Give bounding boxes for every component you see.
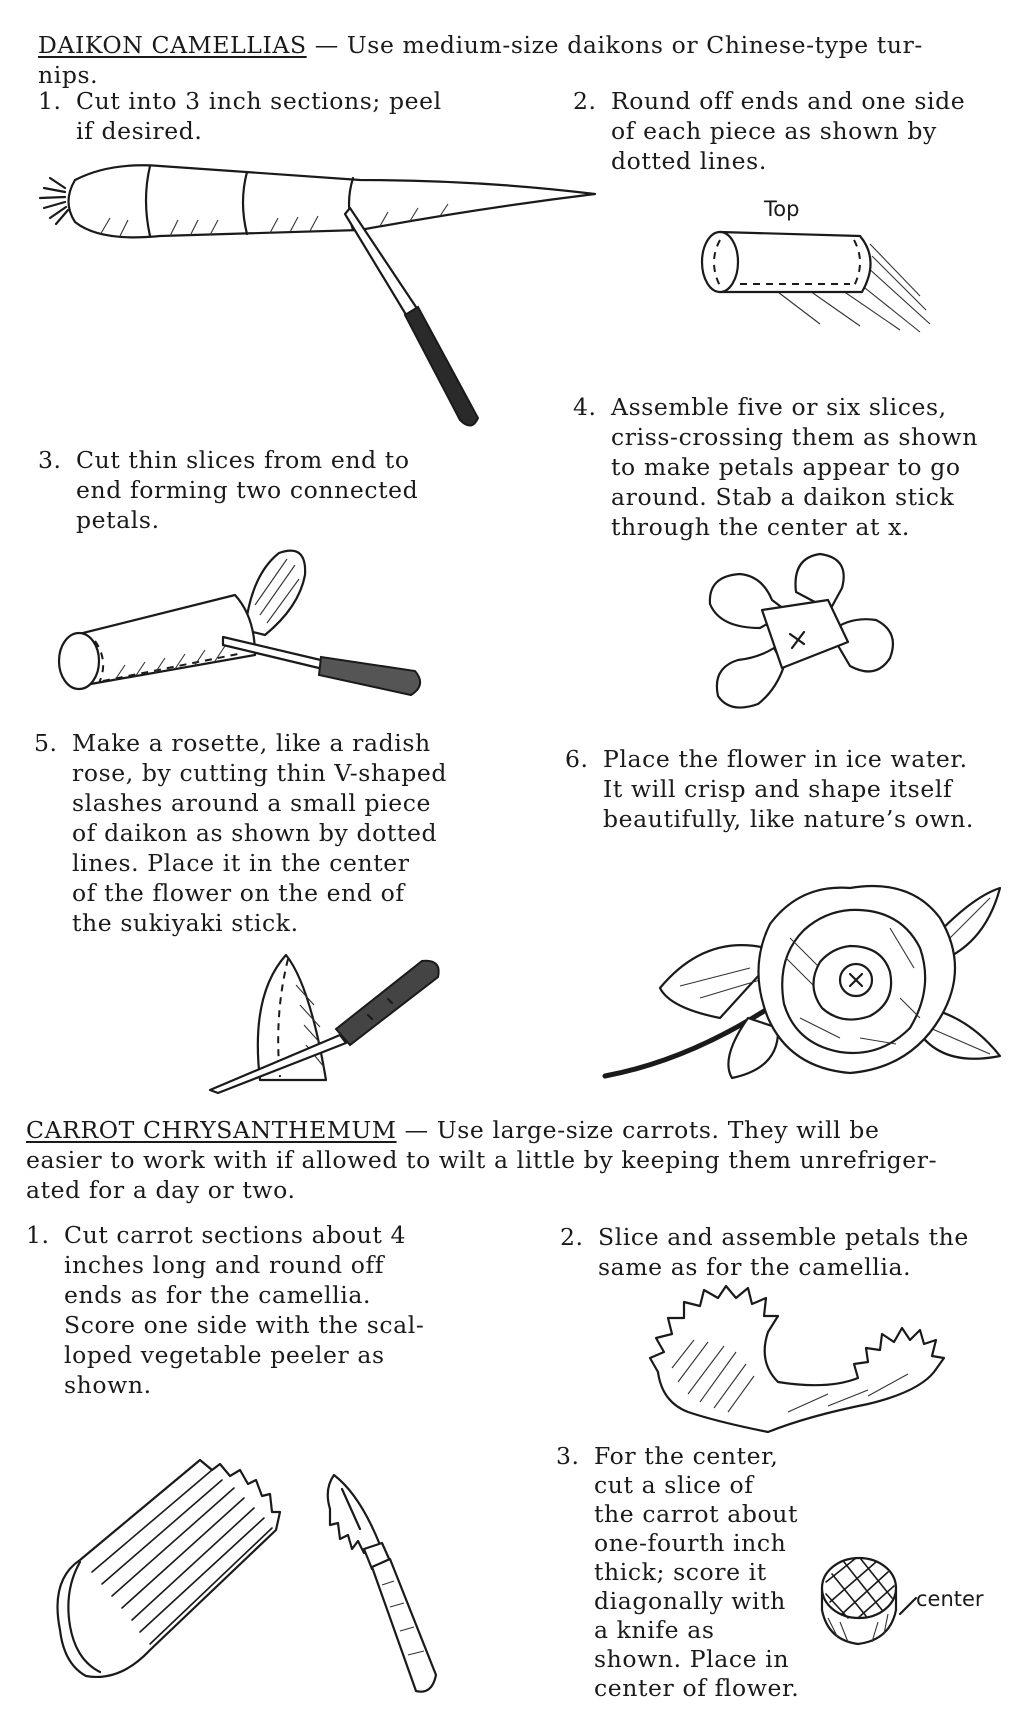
carrot-center-illustration: [818, 1548, 1008, 1658]
assembled-petals-illustration: [700, 548, 910, 718]
carrot-step-2: 2. Slice and assemble petals the same as for the camellia.: [560, 1223, 969, 1281]
center-label: center: [916, 1587, 984, 1611]
camellia-flower-illustration: [600, 868, 1010, 1083]
scored-carrot-illustration: [40, 1450, 300, 1700]
daikon-step-1: 1. Cut into 3 inch sections; peel if desired.: [38, 87, 442, 145]
daikon-step-6: 6. Place the flower in ice water. It will crisp and shape itself beautifully, like nature’s own.: [565, 745, 974, 833]
daikon-step-5: 5. Make a rosette, like a radish rose, by cutting thin V-shaped slashes around a small piece of daikon as shown by dotted lines. Place it in the center of the flower on the end of the sukiyaki stick.: [34, 729, 448, 937]
carrot-heading: CARROT CHRYSANTHEMUM: [26, 1116, 397, 1144]
daikon-intro: DAIKON CAMELLIAS — Use medium-size daikons or Chinese-type tur- nips.: [38, 31, 923, 89]
carrot-intro: CARROT CHRYSANTHEMUM — Use large-size carrots. They will be easier to work with if allowed to wilt a little by keeping them unrefriger- ated for a day or two.: [26, 1116, 938, 1204]
daikon-step-2: 2. Round off ends and one side of each piece as shown by dotted lines.: [573, 87, 966, 175]
top-label: Top: [764, 197, 800, 221]
rounded-piece-illustration: [690, 196, 940, 356]
rosette-knife-illustration: [200, 945, 450, 1095]
daikon-heading: DAIKON CAMELLIAS: [38, 31, 307, 59]
carrot-petals-illustration: [628, 1282, 958, 1432]
carrot-step-3: 3. For the center, cut a slice of the carrot about one-fourth inch thick; score it diagonally with a knife as shown. Place in center of flower.: [556, 1442, 800, 1702]
daikon-knife-illustration: [20, 150, 610, 430]
daikon-step-3: 3. Cut thin slices from end to end forming two connected petals.: [38, 446, 419, 534]
slicing-illustration: [55, 545, 435, 715]
scalloped-peeler-illustration: [320, 1465, 450, 1705]
carrot-step-1: 1. Cut carrot sections about 4 inches long and round off ends as for the camellia. Score one side with the scal- loped vegetable peeler as shown.: [26, 1221, 425, 1399]
daikon-step-4: 4. Assemble five or six slices, criss-crossing them as shown to make petals appear to go around. Stab a daikon stick through the center at x.: [573, 393, 978, 541]
